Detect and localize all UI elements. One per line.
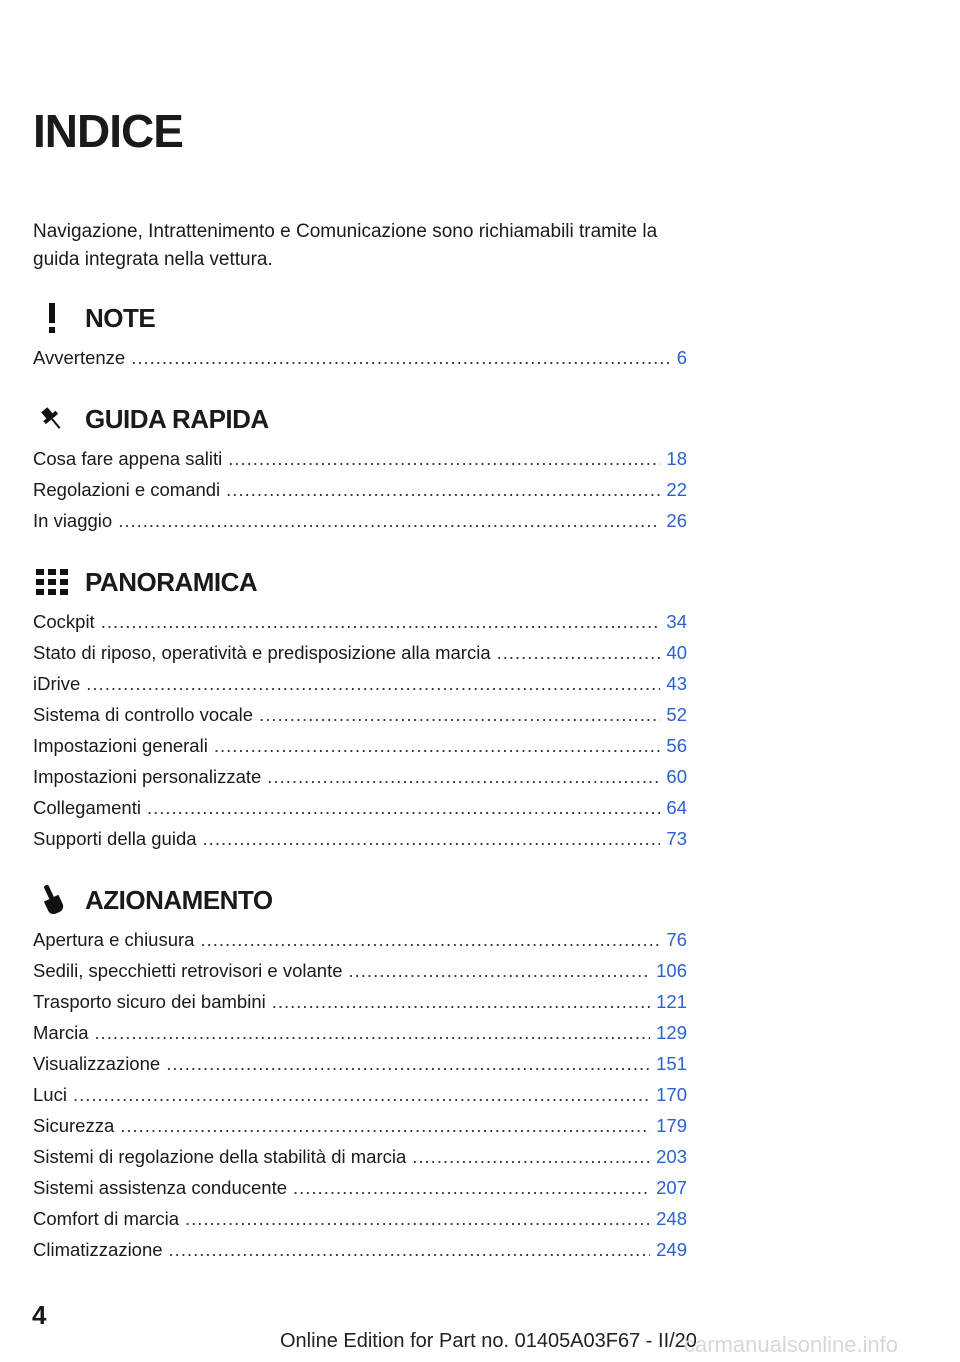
section-azionamento [33, 878, 687, 1265]
leader-dots [147, 792, 660, 823]
entry-page-link[interactable]: 76 [666, 929, 687, 950]
watermark: carmanualsonline.info [684, 1332, 899, 1357]
entry-title: Climatizzazione [33, 1239, 163, 1260]
leader-dots [412, 1141, 650, 1172]
entry-title: Trasporto sicuro dei bambini [33, 991, 266, 1012]
toc-entry[interactable] [33, 637, 687, 668]
toc-entry[interactable] [33, 342, 687, 373]
entry-title: Collegamenti [33, 797, 141, 818]
entry-page-link[interactable]: 52 [666, 704, 687, 725]
entry-title: Apertura e chiusura [33, 929, 195, 950]
entry-title: Impostazioni generali [33, 735, 208, 756]
edition-note: Online Edition for Part no. 01405A03F67 - II/20 [280, 1330, 697, 1352]
toc-entry[interactable] [33, 606, 687, 637]
leader-dots [73, 1079, 650, 1110]
page-title: INDICE [33, 105, 183, 157]
entry-title: Supporti della guida [33, 828, 197, 849]
leader-dots [120, 1110, 650, 1141]
toc-entry[interactable] [33, 823, 687, 854]
toc-entry[interactable] [33, 924, 687, 955]
toc-entry[interactable] [33, 668, 687, 699]
toc-entry[interactable] [33, 505, 687, 536]
entry-title: Sistemi di regolazione della stabilità di marcia [33, 1146, 407, 1167]
toc-entry[interactable] [33, 699, 687, 730]
leader-dots [95, 1017, 651, 1048]
entry-title: Comfort di marcia [33, 1208, 179, 1229]
entry-page-link[interactable]: 151 [656, 1053, 687, 1074]
entry-title: iDrive [33, 673, 81, 694]
entry-page-link[interactable]: 249 [656, 1239, 687, 1260]
leader-dots [272, 986, 650, 1017]
entry-page-link[interactable]: 40 [666, 642, 687, 663]
leader-dots [214, 730, 661, 761]
entry-title: Sedili, specchietti retrovisori e volante [33, 960, 343, 981]
entry-title: Regolazioni e comandi [33, 479, 221, 500]
toc-entry[interactable] [33, 730, 687, 761]
section-panoramica [33, 560, 687, 854]
section-note [33, 296, 687, 373]
leader-dots [185, 1203, 650, 1234]
section-header [33, 878, 687, 922]
entry-title: Sistemi assistenza conducente [33, 1177, 287, 1198]
leader-dots [131, 342, 670, 373]
toc-entry[interactable] [33, 1079, 687, 1110]
entry-page-link[interactable]: 22 [666, 479, 687, 500]
entry-page-link[interactable]: 207 [656, 1177, 687, 1198]
leader-dots [228, 443, 660, 474]
leader-dots [166, 1048, 650, 1079]
toc-entry[interactable] [33, 1017, 687, 1048]
toc-entry[interactable] [33, 1141, 687, 1172]
entry-title: Visualizzazione [33, 1053, 161, 1074]
leader-dots [497, 637, 661, 668]
entry-title: Impostazioni personalizzate [33, 766, 262, 787]
entry-title: In viaggio [33, 510, 113, 531]
entry-page-link[interactable]: 18 [666, 448, 687, 469]
entry-page-link[interactable]: 203 [656, 1146, 687, 1167]
entry-page-link[interactable]: 179 [656, 1115, 687, 1136]
grid-icon [33, 564, 71, 600]
toc-entry[interactable] [33, 955, 687, 986]
footer [0, 1330, 960, 1362]
entry-page-link[interactable]: 248 [656, 1208, 687, 1229]
entry-page-link[interactable]: 121 [656, 991, 687, 1012]
toc-entry[interactable] [33, 1234, 687, 1265]
entry-page-link[interactable]: 129 [656, 1022, 687, 1043]
entry-title: Cockpit [33, 611, 95, 632]
pointing-hand-icon [33, 882, 71, 918]
leader-dots [200, 924, 660, 955]
entry-page-link[interactable]: 64 [666, 797, 687, 818]
leader-dots [203, 823, 661, 854]
leader-dots [118, 505, 660, 536]
entry-title: Luci [33, 1084, 67, 1105]
entry-title: Marcia [33, 1022, 89, 1043]
entry-page-link[interactable]: 60 [666, 766, 687, 787]
section-title: GUIDA RAPIDA [85, 403, 269, 434]
entry-page-link[interactable]: 26 [666, 510, 687, 531]
pin-icon [33, 401, 71, 437]
table-of-contents [33, 296, 687, 1289]
entry-title: Sistema di controllo vocale [33, 704, 254, 725]
entry-page-link[interactable]: 56 [666, 735, 687, 756]
leader-dots [86, 668, 660, 699]
section-guida-rapida [33, 397, 687, 536]
toc-entry[interactable] [33, 1048, 687, 1079]
entry-title: Avvertenze [33, 347, 126, 368]
leader-dots [349, 955, 651, 986]
toc-entry[interactable] [33, 986, 687, 1017]
entry-page-link[interactable]: 170 [656, 1084, 687, 1105]
toc-entry[interactable] [33, 1203, 687, 1234]
section-header [33, 296, 687, 340]
page-number: 4 [32, 1300, 47, 1330]
leader-dots [169, 1234, 651, 1265]
entry-page-link[interactable]: 43 [666, 673, 687, 694]
toc-entry[interactable] [33, 792, 687, 823]
toc-entry[interactable] [33, 474, 687, 505]
entry-title: Stato di riposo, operatività e predisposizione alla marcia [33, 642, 491, 663]
section-title: PANORAMICA [85, 566, 258, 597]
entry-page-link[interactable]: 73 [666, 828, 687, 849]
entry-page-link[interactable]: 34 [666, 611, 687, 632]
toc-entry[interactable] [33, 1110, 687, 1141]
intro-text: Navigazione, Intrattenimento e Comunicazione sono richiamabili tramite la guida integrata nella vettura. [33, 221, 658, 270]
section-header [33, 397, 687, 441]
leader-dots [226, 474, 660, 505]
leader-dots [259, 699, 660, 730]
toc-entry[interactable] [33, 761, 687, 792]
toc-entry[interactable] [33, 1172, 687, 1203]
leader-dots [101, 606, 661, 637]
entry-title: Cosa fare appena saliti [33, 448, 223, 469]
exclamation-icon [33, 300, 71, 336]
section-header [33, 560, 687, 604]
section-title: NOTE [85, 302, 156, 333]
entry-page-link[interactable]: 6 [676, 347, 687, 368]
entry-page-link[interactable]: 106 [656, 960, 687, 981]
leader-dots [293, 1172, 650, 1203]
entry-title: Sicurezza [33, 1115, 115, 1136]
section-title: AZIONAMENTO [85, 884, 273, 915]
toc-entry[interactable] [33, 443, 687, 474]
leader-dots [267, 761, 660, 792]
